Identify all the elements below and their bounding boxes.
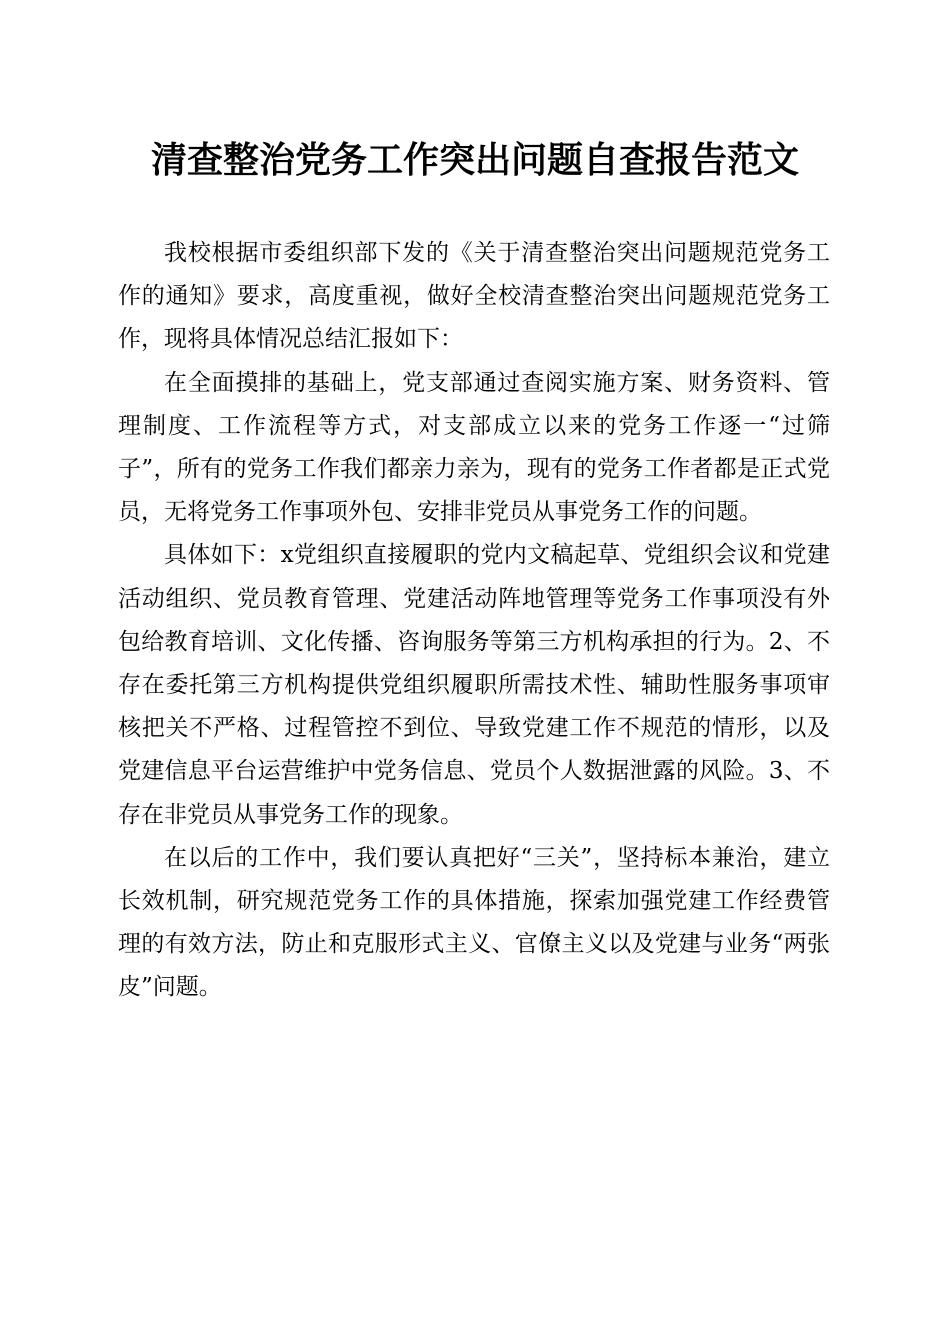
document-body <box>118 232 830 1010</box>
paragraph-future-work: 在以后的工作中，我们要认真把好“三关”，坚持标本兼治，建立长效机制，研究规范党务工作的具体措施，探索加强党建工作经费管理的有效方法，防止和克服形式主义、官僚主义以及党建与业务“两张皮”问题。 <box>118 844 830 1001</box>
paragraph-intro: 我校根据市委组织部下发的《关于清查整治突出问题规范党务工作的通知》要求，高度重视，做好全校清查整治突出问题规范党务工作，现将具体情况总结汇报如下： <box>118 240 830 353</box>
paragraph-investigation: 在全面摸排的基础上，党支部通过查阅实施方案、财务资料、管理制度、工作流程等方式，对支部成立以来的党务工作逐一“过筛子”，所有的党务工作我们都亲力亲为，现有的党务工作者都是正式党员，无将党务工作事项外包、安排非党员从事党务工作的问题。 <box>118 369 830 526</box>
paragraph-details: 具体如下：x党组织直接履职的党内文稿起草、党组织会议和党建活动组织、党员教育管理、党建活动阵地管理等党务工作事项没有外包给教育培训、文化传播、咨询服务等第三方机构承担的行为。2、不存在委托第三方机构提供党组织履职所需技术性、辅助性服务事项审核把关不严格、过程管控不到位、导致党建工作不规范的情形，以及党建信息平台运营维护中党务信息、党员个人数据泄露的风险。3、不存在非党员从事党务工作的现象。 <box>118 542 830 828</box>
document-title: 清查整治党务工作突出问题自查报告范文 <box>150 139 799 181</box>
